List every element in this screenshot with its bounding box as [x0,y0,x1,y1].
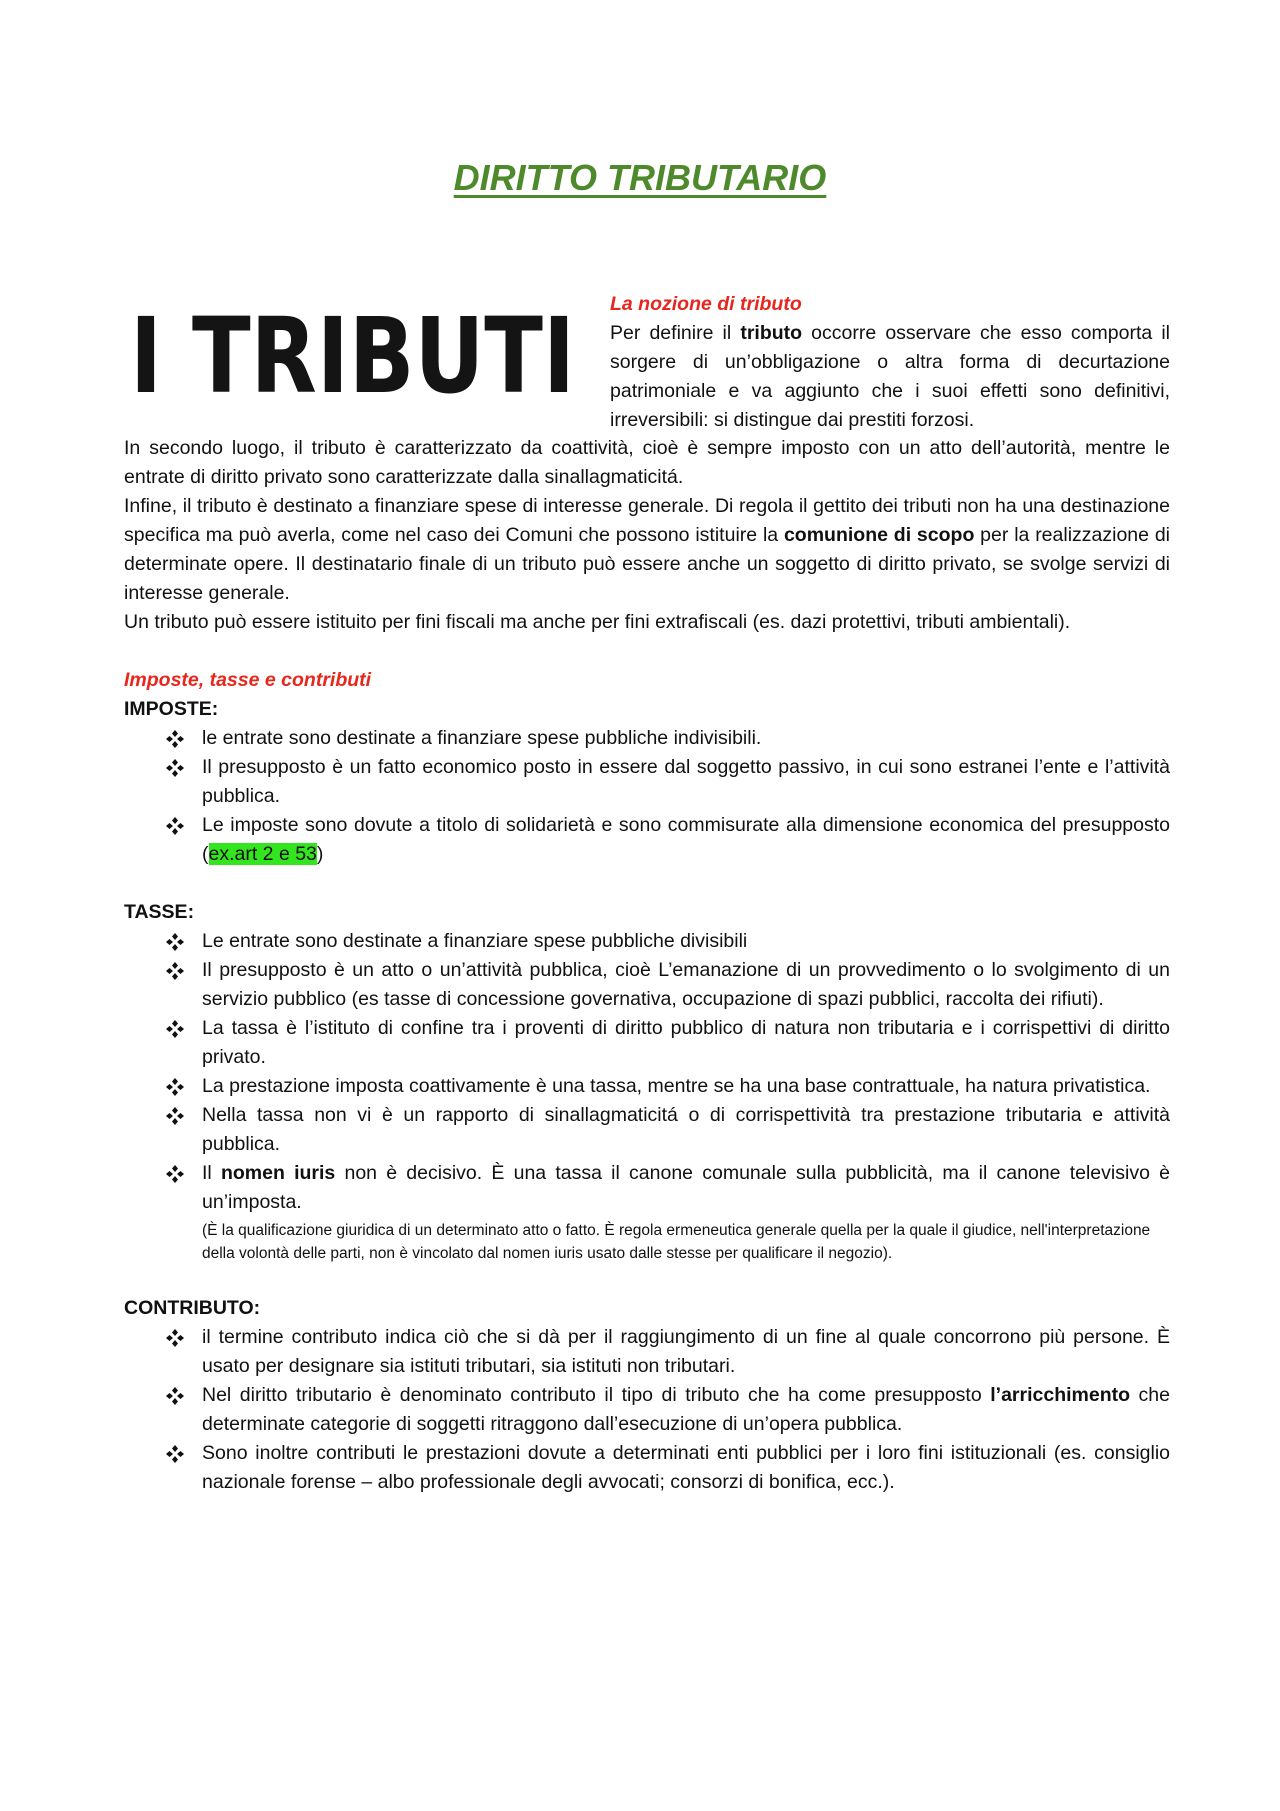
list-item: Il presupposto è un fatto economico posto in essere dal soggetto passivo, in cui sono estranei l’ente e l’attività pubblica. [124,753,1170,811]
list-item: Sono inoltre contributi le prestazioni dovute a determinati enti pubblici per i loro fini istituzionali (es. consiglio nazionale forense – albo professionale degli avvocati; consorzi di bonifica, ecc.). [124,1439,1170,1497]
four-diamond-bullet-icon [166,753,186,782]
intro-block [610,290,1170,435]
list-item: Le entrate sono destinate a finanziare spese pubbliche divisibili [124,927,1170,956]
four-diamond-bullet-icon [166,811,186,840]
svg-text:I TRIBUTI: I TRIBUTI [130,300,575,405]
four-diamond-bullet-icon [166,1439,186,1468]
list-item: Il nomen iuris non è decisivo. È una tassa il canone comunale sulla pubblicità, ma il canone televisivo è un’imposta. [124,1159,1170,1217]
four-diamond-bullet-icon [166,956,186,985]
four-diamond-bullet-icon [166,1323,186,1352]
list-item: il termine contributo indica ciò che si dà per il raggiungimento di un fine al quale concorrono più persone. È usato per designare sia istituti tributari, sia istituti non tributari. [124,1323,1170,1381]
list-item: Il presupposto è un atto o un’attività pubblica, cioè L’emanazione di un provvedimento o lo svolgimento di un servizio pubblico (es tasse di concessione governativa, occupazione di spazi pubblici, raccolta dei rifiuti). [124,956,1170,1014]
tributi-logo-image [130,300,575,405]
intro-paragraph-1: Per definire il tributo occorre osservare che esso comporta il sorgere di un’obbligazione o altra forma di decurtazione patrimoniale e va aggiunto che i suoi effetti sono definitivi, irreversibili: si distingue dai prestiti forzosi. [610,322,1170,431]
list-item: La tassa è l’istituto di confine tra i proventi di diritto pubblico di natura non tributaria e i corrispettivi di diritto privato. [124,1014,1170,1072]
list-item: Le imposte sono dovute a titolo di solidarietà e sono commisurate alla dimensione economica del presupposto (ex.art 2 e 53) [124,811,1170,869]
tributi-logo [130,300,575,405]
four-diamond-bullet-icon [166,1381,186,1410]
four-diamond-bullet-icon [166,1014,186,1043]
imposte-list [124,724,1170,869]
four-diamond-bullet-icon [166,927,186,956]
four-diamond-bullet-icon [166,724,186,753]
section-heading-imposte-tasse-contributi: Imposte, tasse e contributi [124,669,372,691]
highlighted-reference: ex.art 2 e 53 [208,843,317,865]
page-title: DIRITTO TRIBUTARIO [453,157,827,198]
intro-paragraph-2: In secondo luogo, il tributo è caratterizzato da coattività, cioè è sempre imposto con un atto dell’autorità, mentre le entrate di diritto privato sono caratterizzate dalla sinallagmaticitá. [124,437,1170,488]
main-content [124,434,1170,1497]
nomen-iuris-note: (È la qualificazione giuridica di un determinato atto o fatto. È regola ermeneutica generale quella per la quale il giudice, nell'interpretazione della volontà delle parti, non è vincolato dal nomen iuris usato dalle stesse per qualificare il negozio). [202,1222,1151,1262]
imposte-title: IMPOSTE: [124,698,219,720]
tasse-title: TASSE: [124,901,195,923]
intro-paragraph-4: Un tributo può essere istituito per fini fiscali ma anche per fini extrafiscali (es. dazi protettivi, tributi ambientali). [124,611,1071,633]
four-diamond-bullet-icon [166,1101,186,1130]
list-item: La prestazione imposta coattivamente è una tassa, mentre se ha una base contrattuale, ha natura privatistica. [124,1072,1170,1101]
intro-paragraph-3: Infine, il tributo è destinato a finanziare spese di interesse generale. Di regola il gettito dei tributi non ha una destinazione specifica ma può averla, come nel caso dei Comuni che possono istituire la comunione di scopo per la realizzazione di determinate opere. Il destinatario finale di un tributo può essere anche un soggetto di diritto privato, se svolge servizi di interesse generale. [124,495,1171,604]
list-item: le entrate sono destinate a finanziare spese pubbliche indivisibili. [124,724,1170,753]
list-item: Nel diritto tributario è denominato contributo il tipo di tributo che ha come presupposto l’arricchimento che determinate categorie di soggetti ritraggono dall’esecuzione di un’opera pubblica. [124,1381,1170,1439]
four-diamond-bullet-icon [166,1159,186,1188]
tasse-list [124,927,1170,1217]
contributo-list [124,1323,1170,1497]
contributo-title: CONTRIBUTO: [124,1297,261,1319]
list-item: Nella tassa non vi è un rapporto di sinallagmaticitá o di corrispettività tra prestazione tributaria e attività pubblica. [124,1101,1170,1159]
section-heading-nozione: La nozione di tributo [610,293,802,315]
four-diamond-bullet-icon [166,1072,186,1101]
